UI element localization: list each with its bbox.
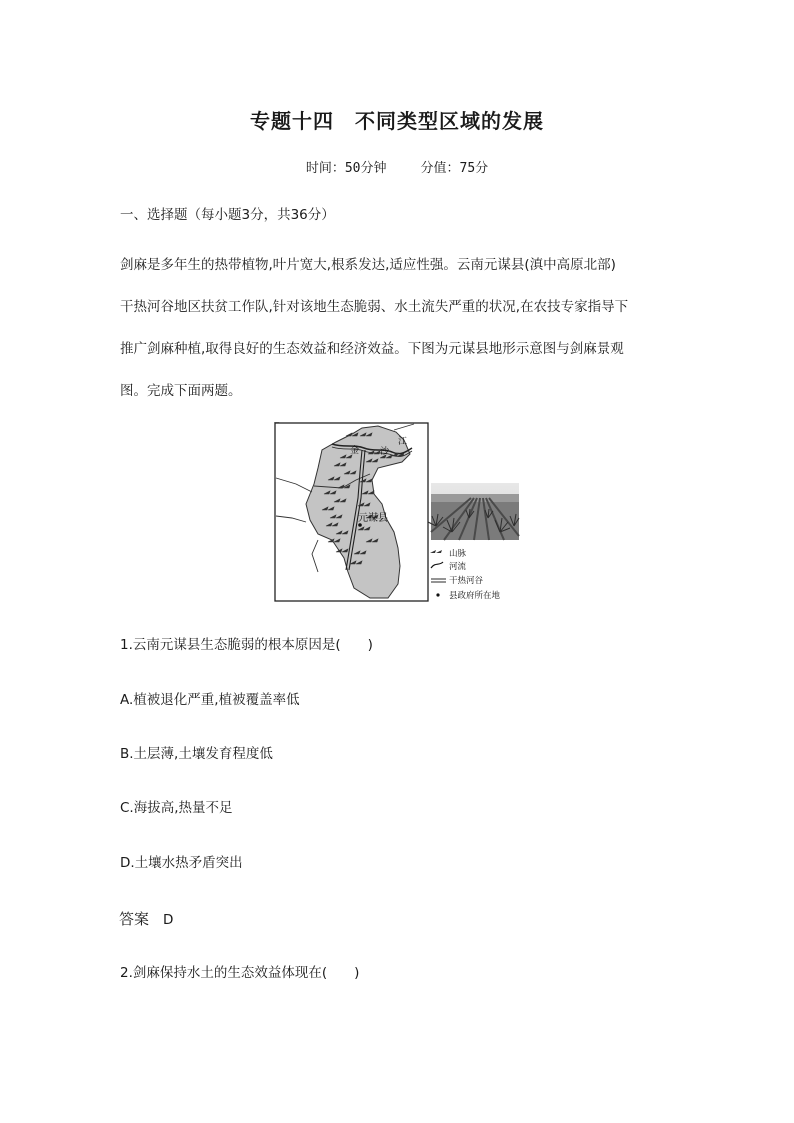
section-heading: 一、选择题（每小题3分，共36分）	[120, 207, 335, 223]
q1-option-d: D.土壤水热矛盾突出	[120, 855, 243, 871]
q1-option-b: B.土层薄,土壤发育程度低	[120, 746, 273, 762]
question-1-stem: 1.云南元谋县生态脆弱的根本原因是( )	[120, 637, 373, 653]
label-sha: 沙	[380, 447, 390, 457]
exam-meta	[0, 157, 794, 176]
answer-label: 答案	[119, 910, 150, 928]
q1-answer	[119, 908, 173, 929]
yuanmou-terrain-map	[274, 422, 529, 604]
legend-valley: 干热河谷	[449, 576, 484, 586]
legend-county-seat: 县政府所在地	[449, 591, 501, 601]
time-limit: 时间：50分钟	[305, 161, 387, 176]
answer-value: D	[163, 912, 174, 928]
q1-option-a: A.植被退化严重,植被覆盖率低	[120, 692, 300, 708]
map-legend	[430, 548, 501, 601]
label-jiang: 江	[398, 437, 408, 447]
passage-line-3: 推广剑麻种植,取得良好的生态效益和经济效益。下图为元谋县地形示意图与剑麻景观	[120, 341, 624, 357]
legend-river: 河流	[449, 562, 467, 572]
label-jin: 金	[350, 446, 360, 456]
passage-line-1: 剑麻是多年生的热带植物,叶片宽大,根系发达,适应性强。云南元谋县(滇中高原北部)	[120, 257, 616, 273]
passage-line-2: 干热河谷地区扶贫工作队,针对该地生态脆弱、水土流失严重的状况,在农技专家指导下	[120, 299, 629, 315]
total-score: 分值：75分	[420, 161, 489, 176]
question-2-stem: 2.剑麻保持水土的生态效益体现在( )	[120, 965, 360, 981]
yuanmou-figure	[274, 422, 529, 604]
legend-mountain: 山脉	[449, 549, 467, 559]
county-label: 元谋县	[358, 513, 388, 524]
passage-line-4: 图。完成下面两题。	[120, 383, 242, 399]
q1-option-c: C.海拔高,热量不足	[120, 800, 233, 816]
page-title: 专题十四 不同类型区域的发展	[250, 109, 544, 133]
agave-landscape-photo	[428, 483, 519, 540]
